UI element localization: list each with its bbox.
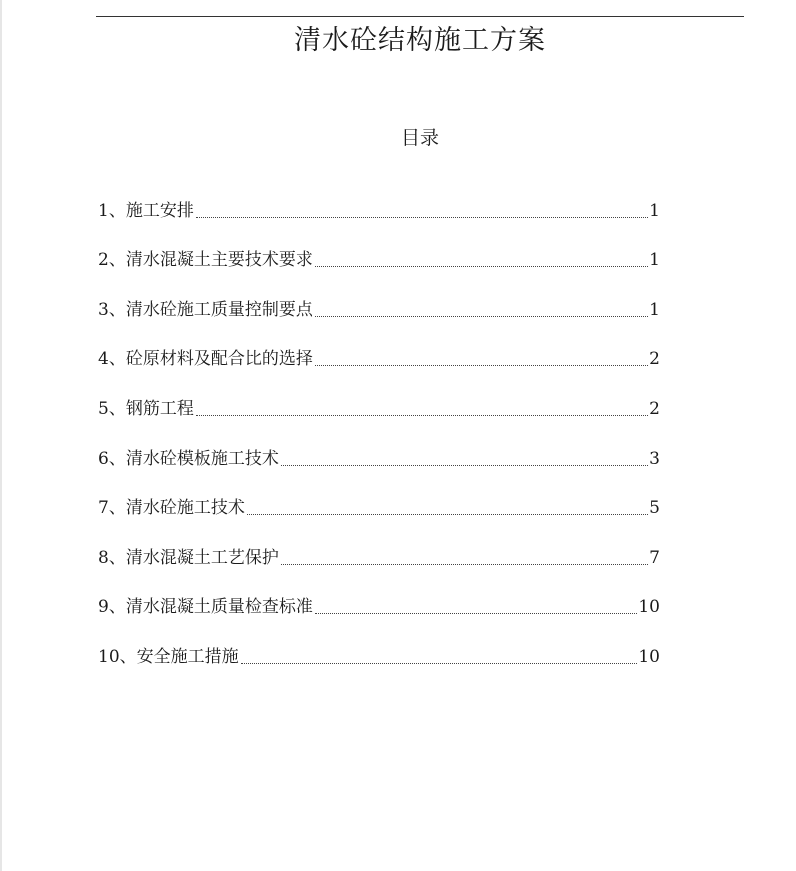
toc-entry-page: 2 xyxy=(649,349,660,370)
toc-dot-leader xyxy=(196,415,648,416)
header-rule xyxy=(96,16,744,17)
toc-entry-title: 清水砼施工质量控制要点 xyxy=(125,299,313,320)
toc-entry-title: 清水混凝土工艺保护 xyxy=(125,547,279,568)
toc-entry[interactable] xyxy=(98,521,660,571)
toc-entry[interactable] xyxy=(98,422,660,472)
toc-dot-leader xyxy=(196,217,648,218)
toc-entry[interactable] xyxy=(98,273,660,323)
toc-entry[interactable] xyxy=(98,620,660,670)
document-title: 清水砼结构施工方案 xyxy=(294,25,546,56)
toc-entry-number: 4、 xyxy=(98,349,126,370)
toc-entry-page: 10 xyxy=(638,646,660,667)
toc-dot-leader xyxy=(315,613,638,614)
toc-entry-title: 清水混凝土质量检查标准 xyxy=(125,597,313,618)
toc-entry-page: 5 xyxy=(649,498,660,519)
table-of-contents xyxy=(98,174,660,670)
toc-dot-leader xyxy=(315,365,648,366)
toc-entry-page: 2 xyxy=(649,398,660,419)
toc-dot-leader xyxy=(281,564,648,565)
toc-entry-title: 清水混凝土主要技术要求 xyxy=(125,250,313,271)
toc-entry-number: 2、 xyxy=(98,250,126,271)
toc-dot-leader xyxy=(247,514,648,515)
toc-entry-page: 1 xyxy=(649,200,660,221)
toc-entry[interactable] xyxy=(98,571,660,621)
page-edge xyxy=(0,0,2,871)
toc-entry-title: 清水砼模板施工技术 xyxy=(125,448,279,469)
toc-entry-number: 8、 xyxy=(98,547,126,568)
toc-entry-page: 7 xyxy=(649,547,660,568)
toc-entry-number: 1、 xyxy=(98,200,126,221)
toc-entry[interactable] xyxy=(98,472,660,522)
toc-entry[interactable] xyxy=(98,323,660,373)
toc-entry[interactable] xyxy=(98,372,660,422)
toc-entry-number: 9、 xyxy=(98,597,126,618)
toc-entry-page: 1 xyxy=(649,250,660,271)
toc-entry[interactable] xyxy=(98,174,660,224)
toc-entry-number: 3、 xyxy=(98,299,126,320)
toc-entry-title: 砼原材料及配合比的选择 xyxy=(125,349,313,370)
toc-heading: 目录 xyxy=(400,127,439,149)
toc-dot-leader xyxy=(281,465,648,466)
toc-entry-number: 10、 xyxy=(98,646,137,667)
toc-dot-leader xyxy=(315,266,648,267)
toc-dot-leader xyxy=(241,663,638,664)
toc-entry-title: 施工安排 xyxy=(125,200,194,221)
toc-entry-number: 7、 xyxy=(98,498,126,519)
toc-entry-title: 安全施工措施 xyxy=(136,646,239,667)
toc-entry-number: 5、 xyxy=(98,398,126,419)
toc-dot-leader xyxy=(315,316,648,317)
toc-entry-page: 1 xyxy=(649,299,660,320)
toc-entry-number: 6、 xyxy=(98,448,126,469)
toc-entry[interactable] xyxy=(98,224,660,274)
toc-entry-title: 钢筋工程 xyxy=(125,398,194,419)
toc-entry-page: 10 xyxy=(638,597,660,618)
toc-entry-title: 清水砼施工技术 xyxy=(125,498,245,519)
toc-entry-page: 3 xyxy=(649,448,660,469)
